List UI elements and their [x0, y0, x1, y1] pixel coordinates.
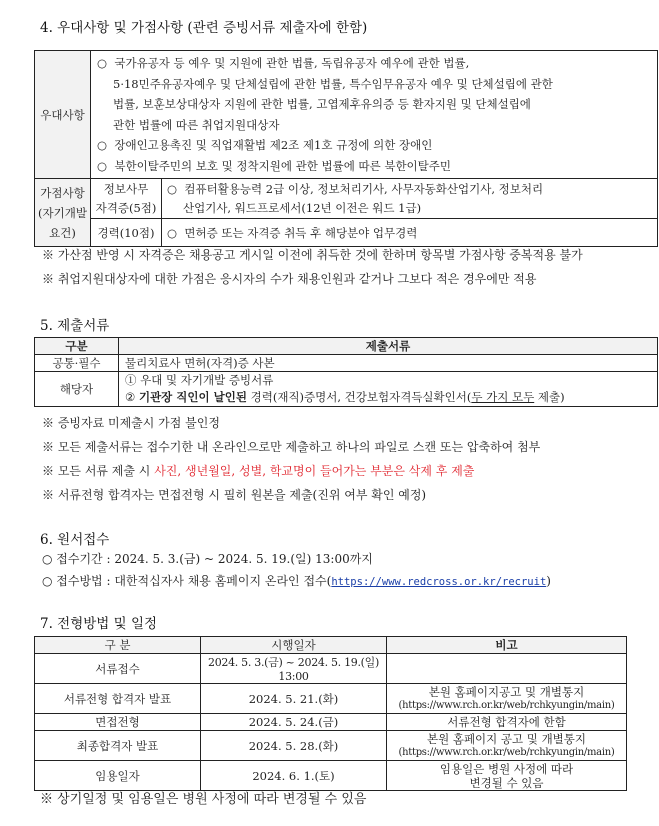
section4-title: 4. 우대사항 및 가점사항 (관련 증빙서류 제출자에 한함) [40, 20, 368, 36]
preference-item-3: ○ 북한이탈주민의 보호 및 정착지원에 관한 법률에 따른 북한이탈주민 [97, 158, 451, 173]
bonus-label-line2: (자기개발 [38, 205, 87, 220]
bonus-category-cert [91, 179, 162, 219]
redaction-warning: 사진, 생년월일, 성별, 학교명이 들어가는 부분은 삭제 후 제출 [154, 464, 475, 478]
schedule-date: 2024. 5. 24.(금) [201, 714, 387, 731]
documents-category-applicable: 해당자 [35, 372, 119, 407]
preference-item-2: ○ 장애인고용촉진 및 직업재활법 제2조 제1호 규정에 의한 장애인 [97, 138, 433, 152]
doc-item-1: ① 우대 및 자기개발 증빙서류 [125, 373, 274, 387]
schedule-note: 본원 홈페이지공고 및 개별통지 (https://www.rch.or.kr/web/rchkyungin/main) [387, 684, 627, 714]
bonus-category-career: 경력(10점) [91, 219, 162, 247]
schedule-header-stage: 구 분 [35, 637, 201, 654]
bonus-label-cell [35, 179, 91, 247]
bonus-content-career: ○ 면허증 또는 자격증 취득 후 해당분야 업무경력 [162, 219, 658, 247]
preference-label: 우대사항 [40, 107, 85, 122]
schedule-footnote: ※ 상기일정 및 임용일은 병원 사정에 따라 변경될 수 있음 [40, 792, 367, 807]
section5-note-2: ※ 모든 제출서류는 접수기한 내 온라인으로만 제출하고 하나의 파일로 스캔 또는 압축하여 첨부 [42, 440, 541, 454]
schedule-stage: 서류접수 [35, 654, 201, 684]
preference-item-1-line2: 5·18민주유공자예우 및 단체설립에 관한 법률, 특수임무유공자 예우 및 단체설립에 관한 [113, 76, 553, 91]
schedule-stage: 서류전형 합격자 발표 [35, 684, 201, 714]
application-method: ○ 접수방법 : 대한적십자사 채용 홈페이지 온라인 접수(https://www.redcross.or.kr/recruit) [42, 574, 551, 588]
recruit-link[interactable]: https://www.redcross.or.kr/recruit [331, 576, 547, 588]
schedule-note: 임용일은 병원 사정에 따라 변경될 수 있음 [387, 761, 627, 791]
section6-title: 6. 원서접수 [40, 532, 110, 548]
schedule-header-note: 비고 [387, 637, 627, 654]
preference-item-1: ○ 국가유공자 등 예우 및 지원에 관한 법률, 독립유공자 예우에 관한 법률, [97, 56, 470, 70]
documents-header-category: 구분 [35, 338, 119, 355]
schedule-row [35, 761, 627, 791]
section7-title: 7. 전형방법 및 일정 [40, 616, 158, 632]
documents-header-docs: 제출서류 [119, 338, 658, 355]
doc-item-2: ② 기관장 직인이 날인된 경력(재직)증명서, 건강보험자격득실확인서(두 가지 모두 제출) [125, 390, 565, 404]
preference-item-1-line3: 법률, 보훈보상대상자 지원에 관한 법률, 고엽제후유의증 등 환자지원 및 단체설립에 [113, 97, 531, 111]
documents-table [34, 337, 658, 407]
documents-category-common: 공통·필수 [35, 355, 119, 372]
schedule-date: 2024. 5. 3.(금) ~ 2024. 5. 19.(일) 13:00 [201, 654, 387, 684]
bonus-category-cert-line2: 자격증(5점) [95, 200, 157, 215]
preference-label-cell [35, 51, 91, 179]
bonus-content-cert: ○ 컴퓨터활용능력 2급 이상, 정보처리기사, 사무자동화산업기사, 정보처리 산업기사, 워드프로세서(12년 이전은 워드 1급) [162, 179, 658, 219]
section5-note-1: ※ 증빙자료 미제출시 가점 불인정 [42, 416, 220, 430]
schedule-row [35, 654, 627, 684]
bonus-category-cert-line1: 정보사무 [103, 181, 149, 196]
section5-title: 5. 제출서류 [40, 318, 110, 334]
documents-applicable-docs [119, 372, 658, 407]
schedule-note [387, 654, 627, 684]
schedule-note: 서류전형 합격자에 한함 [387, 714, 627, 731]
application-period: ○ 접수기간 : 2024. 5. 3.(금) ~ 2024. 5. 19.(일) 13:00까지 [42, 552, 373, 566]
documents-common-docs: 물리치료사 면허(자격)증 사본 [119, 355, 658, 372]
schedule-date: 2024. 5. 21.(화) [201, 684, 387, 714]
bonus-label-line3: 요건) [49, 225, 76, 240]
schedule-stage: 면접전형 [35, 714, 201, 731]
section5-note-4: ※ 서류전형 합격자는 면접전형 시 필히 원본을 제출(진위 여부 확인 예정) [42, 488, 427, 502]
schedule-row [35, 714, 627, 731]
schedule-header-date: 시행일자 [201, 637, 387, 654]
schedule-date: 2024. 6. 1.(토) [201, 761, 387, 791]
schedule-row [35, 684, 627, 714]
section4-note-1: ※ 가산점 반영 시 자격증은 채용공고 게시일 이전에 취득한 것에 한하며 항목별 가점사항 중복적용 불가 [42, 248, 583, 262]
schedule-date: 2024. 5. 28.(화) [201, 731, 387, 761]
preference-item-1-line4: 관한 법률에 따른 취업지원대상자 [113, 117, 280, 132]
schedule-table [34, 636, 627, 791]
section5-note-3: ※ 모든 서류 제출 시 사진, 생년월일, 성별, 학교명이 들어가는 부분은 삭제 후 제출 [42, 464, 475, 478]
schedule-stage: 임용일자 [35, 761, 201, 791]
bonus-label-line1: 가점사항 [40, 185, 85, 200]
section4-note-2: ※ 취업지원대상자에 대한 가점은 응시자의 수가 채용인원과 같거나 그보다 적은 경우에만 적용 [42, 272, 537, 286]
preference-content-cell [91, 51, 658, 179]
preference-bonus-table [34, 50, 658, 247]
schedule-row [35, 731, 627, 761]
schedule-stage: 최종합격자 발표 [35, 731, 201, 761]
schedule-note: 본원 홈페이지 공고 및 개별통지 (https://www.rch.or.kr/web/rchkyungin/main) [387, 731, 627, 761]
